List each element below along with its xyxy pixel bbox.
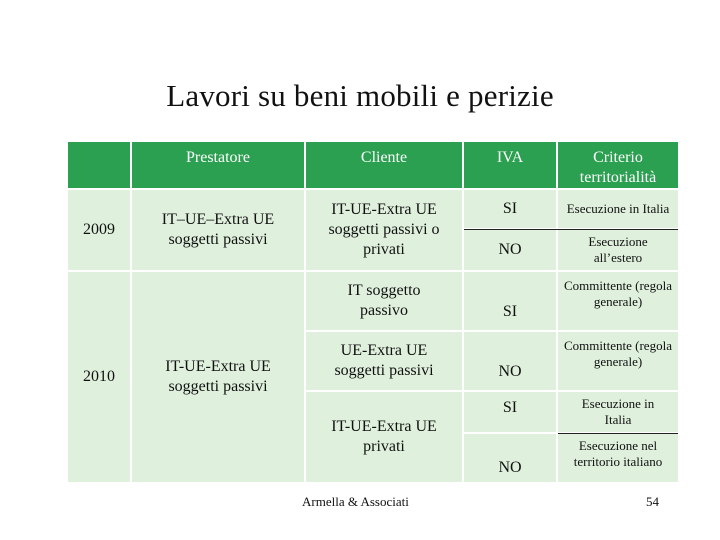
criterio-row-5: Esecuzione in Italia [558,392,678,432]
criterio-row-2: Esecuzione all’estero [558,230,678,270]
header-prestatore: Prestatore [132,142,304,188]
divider-line [558,433,678,434]
criterio-row-4: Committente (regola generale) [558,332,678,390]
header-cliente: Cliente [306,142,462,188]
iva-row-6: NO [464,434,556,482]
iva-row-3: SI [464,272,556,330]
cliente-row-4: IT-UE-Extra UE privati [306,392,462,482]
iva-row-4: NO [464,332,556,390]
prestatore-2009: IT–UE–Extra UE soggetti passivi [132,190,304,270]
cliente-row-3: UE-Extra UE soggetti passivi [306,332,462,390]
year-2010: 2010 [68,272,130,482]
header-iva: IVA [464,142,556,188]
header-year [68,142,130,188]
footer-author: Armella & Associati [302,494,409,509]
cliente-row-1: IT-UE-Extra UE soggetti passivi o privati [306,190,462,270]
year-2009: 2009 [68,190,130,270]
criterio-row-6: Esecuzione nel territorio italiano [558,434,678,482]
header-criterio: Criterio territorialità [558,142,678,188]
criterio-row-3: Committente (regola generale) [558,272,678,330]
slide-title: Lavori su beni mobili e perizie [166,78,554,113]
cliente-row-2: IT soggetto passivo [306,272,462,330]
divider-line [464,229,678,230]
footer-page-number: 54 [646,494,659,509]
prestatore-2010: IT-UE-Extra UE soggetti passivi [132,272,304,482]
iva-row-2: NO [464,230,556,270]
criterio-row-1: Esecuzione in Italia [558,190,678,228]
iva-row-5: SI [464,392,556,432]
iva-row-1: SI [464,190,556,228]
